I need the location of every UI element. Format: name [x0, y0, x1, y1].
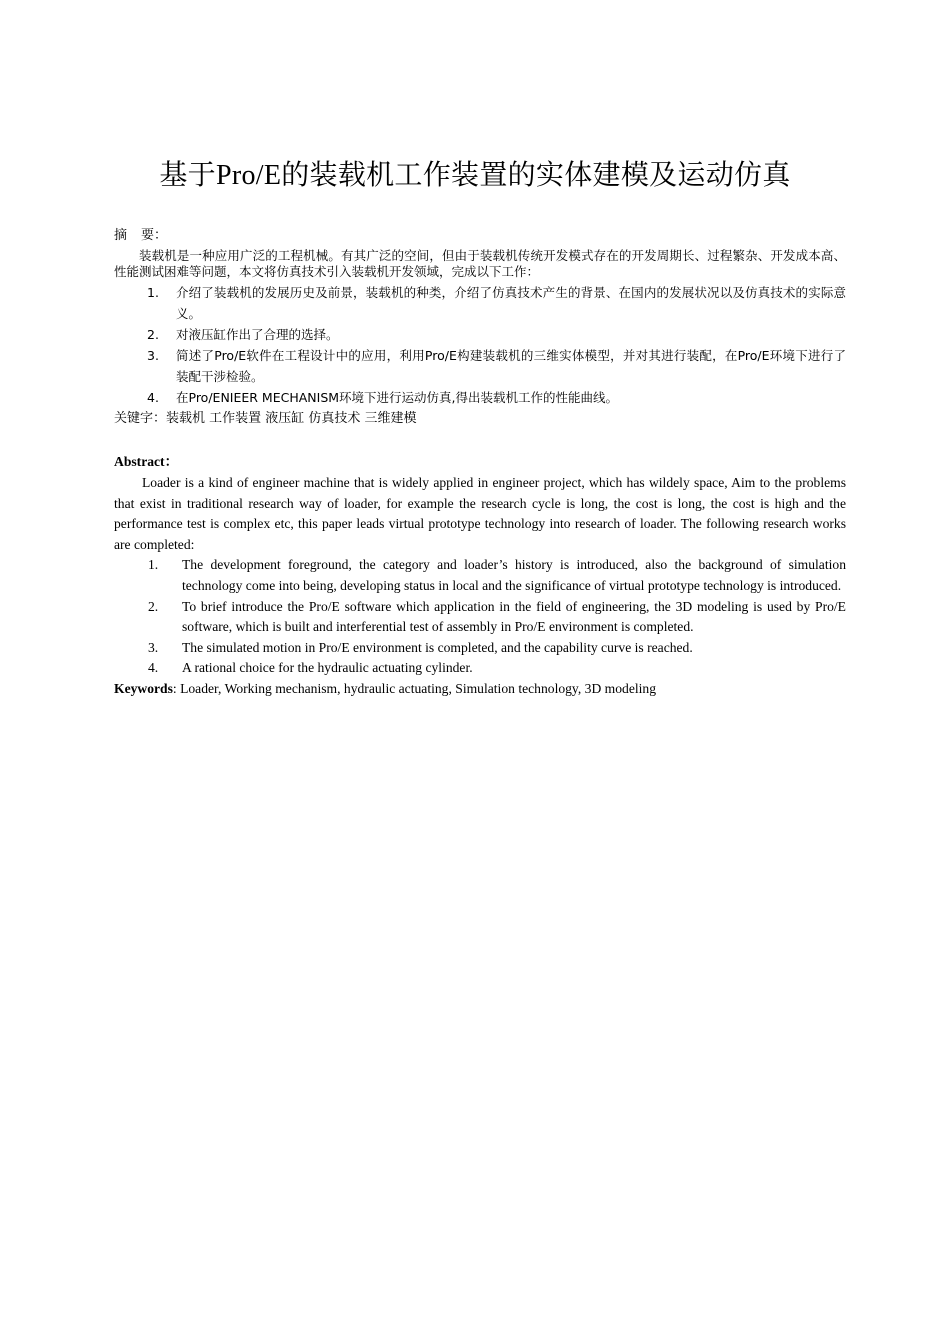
list-item-number: 4.	[147, 390, 159, 405]
keywords-en	[114, 679, 846, 700]
list-item-number: 2.	[147, 327, 159, 342]
list-item-number: 3.	[147, 348, 159, 363]
abstract-cn-label-a: 摘	[114, 228, 128, 243]
abstract-cn-section	[114, 226, 846, 430]
list-item	[114, 597, 846, 638]
list-item	[114, 324, 846, 345]
abstract-cn-list	[114, 282, 846, 408]
list-item-text: The development foreground, the category and loader’s history is introduced, also the background of simulation technology come into being, developing status in local and the significance of virtual prototype technology is introduced.	[182, 557, 846, 593]
list-item	[114, 387, 846, 408]
list-item-number: 2.	[148, 598, 159, 614]
list-item-number: 1.	[147, 285, 159, 300]
abstract-en-label: Abstract：	[114, 454, 179, 469]
list-item-number: 4.	[148, 660, 159, 676]
abstract-en-list	[114, 555, 846, 679]
abstract-en-paragraph: Loader is a kind of engineer machine that is widely applied in engineer project, which has wildely space, Aim to the problems that exist in traditional research way of loader, for example the research cycle is long, the cost is long, the cost is high and the performance test is complex etc, this paper leads virtual prototype technology into research of loader. The following research works are completed:	[114, 475, 846, 552]
abstract-cn-label	[114, 226, 846, 246]
keywords-cn: 关键字：装载机 工作装置 液压缸 仿真技术 三维建模	[114, 411, 417, 426]
list-item-text: 在Pro/ENIEER MECHANISM环境下进行运动仿真,得出装载机工作的性能曲线。	[176, 390, 619, 405]
list-item-number: 1.	[148, 557, 159, 573]
list-item	[114, 345, 846, 387]
list-item-number: 3.	[148, 639, 159, 655]
abstract-cn-label-b: 要：	[141, 228, 168, 243]
list-item	[114, 658, 846, 679]
abstract-cn-paragraph: 装载机是一种应用广泛的工程机械。有其广泛的空间，但由于装载机传统开发模式存在的开发周期长、过程繁杂、开发成本高、性能测试困难等问题，本文将仿真技术引入装载机开发领域，完成以下工作：	[114, 248, 846, 279]
list-item-text: To brief introduce the Pro/E software which application in the field of engineering, the 3D modeling is used by Pro/E software, which is built and interferential test of assembly in Pro/E environment is completed.	[182, 598, 846, 635]
keywords-en-text: : Loader, Working mechanism, hydraulic actuating, Simulation technology, 3D modeling	[172, 680, 657, 696]
list-item	[114, 638, 846, 659]
list-item-text: A rational choice for the hydraulic actuating cylinder.	[182, 660, 473, 676]
keywords-en-label: Keywords	[114, 680, 173, 696]
list-item-text: 介绍了装载机的发展历史及前景，装载机的种类，介绍了仿真技术产生的背景、在国内的发展状况以及仿真技术的实际意义。	[176, 285, 846, 321]
abstract-en-section	[114, 452, 846, 700]
document-title: 基于Pro/E的装载机工作装置的实体建模及运动仿真	[159, 160, 791, 191]
list-item	[114, 282, 846, 324]
list-item-text: The simulated motion in Pro/E environment is completed, and the capability curve is reached.	[182, 639, 693, 655]
list-item-text: 简述了Pro/E软件在工程设计中的应用，利用Pro/E构建装载机的三维实体模型，并对其进行装配，在Pro/E环境下进行了装配干涉检验。	[176, 348, 846, 384]
list-item-text: 对液压缸作出了合理的选择。	[176, 327, 339, 342]
list-item	[114, 555, 846, 596]
